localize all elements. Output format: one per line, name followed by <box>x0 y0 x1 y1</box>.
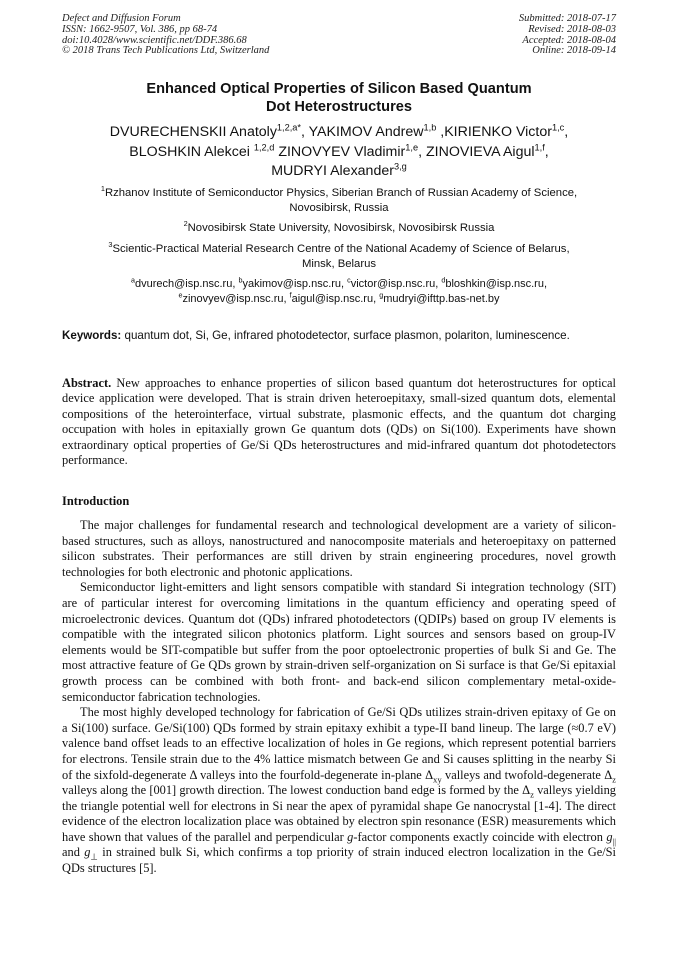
author-sep: , <box>564 124 569 140</box>
copyright: © 2018 Trans Tech Publications Ltd, Switzerland <box>62 45 270 57</box>
affiliation-sup: 2 <box>183 219 188 229</box>
affiliation-text: Rzhanov Institute of Semiconductor Physics, Siberian Branch of Russian Academy of Science, <box>104 187 578 199</box>
authors-line-2 <box>62 143 616 163</box>
affiliation-1 <box>62 186 616 216</box>
authors-line-1 <box>62 123 616 143</box>
author-sep: , <box>544 143 549 160</box>
affiliation-text: Novosibirsk State University, Novosibirsk, Novosibirsk Russia <box>187 222 495 234</box>
online-date: Online: 2018-09-14 <box>532 45 616 57</box>
author-sup: 3,g <box>393 161 407 172</box>
author-name: BLOSHKIN Alekcei <box>129 143 254 160</box>
affiliation-sup: 1 <box>100 184 105 194</box>
keywords-label: Keywords: <box>62 329 122 342</box>
affiliation-city: Minsk, Belarus <box>301 258 377 270</box>
keywords-text: quantum dot, Si, Ge, infrared photodetector, surface plasmon, polariton, luminescence. <box>121 329 570 342</box>
journal-name: Defect and Diffusion Forum <box>62 13 181 24</box>
affiliation-3 <box>62 242 616 272</box>
doi[interactable]: doi:10.4028/www.scientific.net/DDF.386.68 <box>62 34 247 46</box>
paragraph: The most highly developed technology for fabrication of Ge/Si QDs utilizes strain-driven epitaxy of Ge on a Si(100) surface. Ge/Si(100) QDs formed by strain epitaxy exhibit a type-II band lineup. The large (≈0.7 eV) valence band offset leads to an effective localization of holes in Ge regions, which represent potential barriers for electrons. Tensile strain due to the 4% lattice mismatch between Ge and Si causes splitting in the nearby Si of the sixfold-degenerate Δ valleys into the fourfold-degenerate in-plane $\Delta_{xy}$ valleys and twofold-degenerate $\Delta_z$ valleys along the [001] growth direction. The lowest conduction band edge is formed by the $\Delta_z$ valleys yielding the triangle potential well for electrons in Si near the apex of pyramidal shape Ge nanocrystal [1-4]. The direct evidence of the electron localization place was obtained by electron spin resonance (ESR) measurements which have shown that values of the parallel and perpendicular g-factor components exactly coincide with electron $g_{||}$ and $g_\perp$ in strained bulk Si, which confirms a top priority of strain induced electron localization in the Ge/Si QDs structures [5]. <box>62 705 616 876</box>
author-sup: 1,2,a* <box>276 122 302 133</box>
author-name: , ZINOVIEVA Aigul <box>418 143 535 160</box>
email-list: $^a$dvurech@isp.nsc.ru, $^b$yakimov@isp.nsc.ru, $^c$victor@isp.nsc.ru, $^d$bloshkin@isp.nsc.ru, $^e$zinovyev@isp.nsc.ru, $^f$aigul@isp.nsc.ru, $^g$mudryi@ifttp.bas-net.by <box>130 276 548 305</box>
journal-header-right <box>519 14 616 57</box>
author-sup: 1,f <box>534 141 545 152</box>
author-name: ,KIRIENKO Victor <box>436 124 552 140</box>
affiliation-sup: 3 <box>108 240 113 250</box>
affiliation-text: Scientic-Practical Material Research Centre of the National Academy of Science of Belarus, <box>112 243 570 255</box>
paragraph: Semiconductor light-emitters and light sensors compatible with standard Si integration technology (SIT) are of particular interest for overcoming limitations in the quantum efficiency and operating speed of microelectronic devices. Quantum dot (QDs) infrared photodetectors (QDIPs) based on group IV elements is compatible with the integrated silicon photonics platform. Light sources and sensors based on group-IV elements would be SIT-compatible but suffer from the poor optoelectronic properties of bulk Si and Ge. The most attractive feature of Ge QDs grown by strain-driven self-organization on Si surface is that Ge/Si epitaxial growth process can be combined with both front- and back-end silicon complementary metal-oxide-semiconductor fabrication technologies. <box>62 580 616 704</box>
keywords <box>62 328 616 344</box>
author-name: , YAKIMOV Andrew <box>301 124 424 140</box>
author-sup: 1,b <box>423 122 437 133</box>
revised-date: Revised: 2018-08-03 <box>528 23 616 35</box>
submitted-date: Submitted: 2018-07-17 <box>518 13 616 24</box>
paragraph: The major challenges for fundamental research and technological development are a variety of silicon-based structures, such as alloys, nanostructured and nanocomposite materials and heteroepitaxy on patterned silicon substrates. Their performances are still driven by strain engineering procedures, novel growth technologies for both electronic and photonic applications. <box>62 518 616 579</box>
author-sup: 1,2,d <box>253 141 275 152</box>
email-link[interactable]: mudryi@ifttp.bas-net.by <box>383 293 500 305</box>
paper-title <box>62 80 616 116</box>
title-line-1: Enhanced Optical Properties of Silicon Based Quantum <box>146 81 532 97</box>
author-sup: 1,c <box>551 122 565 133</box>
email-link[interactable]: bloshkin@isp.nsc.ru, <box>445 278 548 290</box>
email-link[interactable]: dvurech@isp.nsc.ru, <box>134 278 239 290</box>
abstract-label: Abstract. <box>62 376 112 390</box>
introduction-body <box>62 518 616 877</box>
authors-line-3 <box>62 162 616 182</box>
email-link[interactable]: zinovyev@isp.nsc.ru, <box>182 293 290 305</box>
author-name: ZINOVYEV Vladimir <box>274 143 406 160</box>
email-link[interactable]: aigul@isp.nsc.ru, <box>291 293 380 305</box>
issn: ISSN: 1662-9507, Vol. 386, pp 68-74 <box>62 23 218 35</box>
email-link[interactable]: yakimov@isp.nsc.ru, <box>242 278 348 290</box>
section-heading: Introduction <box>62 494 130 508</box>
abstract-text: New approaches to enhance properties of silicon based quantum dot heterostructures for optical device application were developed. That is strain driven heteroepitaxy, small-sized quantum dots, elemental compositions of the heterointerface, virtual substrate, plasmonic effects, and the quantum dot charging occupation with holes in epitaxially grown Ge quantum dots (QDs) on Si(100). Experiments have shown extraordinary optical properties of Ge/Si QDs heterostructures and mid-infrared quantum dot photodetectors performance. <box>62 376 616 468</box>
journal-header-left <box>62 14 269 57</box>
email-link[interactable]: victor@isp.nsc.ru, <box>350 278 442 290</box>
affiliation-2 <box>62 221 616 236</box>
abstract <box>62 376 616 468</box>
author-name: DVURECHENSKII Anatoly <box>109 124 277 140</box>
author-list <box>62 123 616 182</box>
author-sup: 1,e <box>405 141 419 152</box>
affiliation-city: Novosibirsk, Russia <box>289 202 389 214</box>
author-name: MUDRYI Alexander <box>271 163 394 179</box>
accepted-date: Accepted: 2018-08-04 <box>522 34 616 46</box>
title-line-2: Dot Heterostructures <box>266 99 412 115</box>
